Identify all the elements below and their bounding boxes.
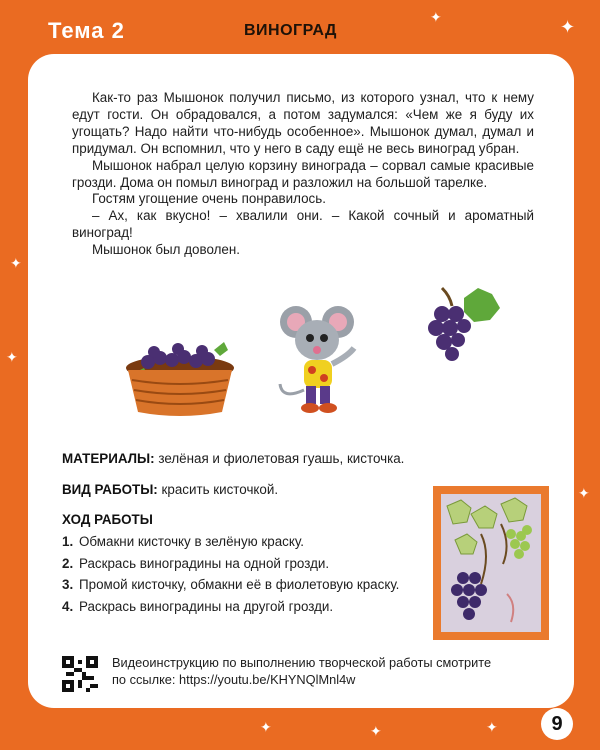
step-number: 4. (62, 598, 74, 614)
video-line: Видеоинструкцию по выполнению творческой работы смотрите (112, 655, 492, 670)
leaf-icon: ✦ (430, 9, 442, 25)
story-paragraph: Гостям угощение очень понравилось. (92, 191, 326, 207)
grape-bunch-illustration (424, 284, 506, 370)
story-paragraph: – Ах, как вкусно! – хвалили они. – Какой сочный и ароматный виноград! (72, 208, 534, 241)
grape-basket-illustration (118, 340, 242, 420)
qr-code-icon[interactable] (62, 656, 98, 692)
topic-label: Тема 2 (48, 18, 125, 43)
work-type-label: ВИД РАБОТЫ: (62, 482, 158, 497)
step-text: Обмакни кисточку в зелёную краску. (79, 534, 304, 549)
leaf-icon: ✦ (6, 349, 18, 365)
steps-list (62, 534, 422, 620)
leaf-icon: ✦ (260, 719, 272, 735)
step-text: Раскрась виноградины на одной грозди. (79, 555, 330, 571)
leaf-icon: ✦ (486, 719, 498, 735)
leaf-icon: ✦ (10, 255, 22, 271)
page-title: ВИНОГРАД (244, 22, 337, 39)
step-item (62, 599, 422, 616)
leaf-icon: ✦ (370, 723, 382, 739)
video-link[interactable]: по ссылке: https://youtu.be/KHYNQlMnl4w (112, 672, 356, 687)
materials-text: зелёная и фиолетовая гуашь, кисточка. (158, 451, 405, 466)
video-instruction (112, 654, 532, 688)
page-number: 9 (541, 708, 573, 740)
artwork-canvas (441, 494, 541, 632)
steps-title: ХОД РАБОТЫ (62, 512, 153, 527)
step-item (62, 577, 422, 594)
step-number: 1. (62, 534, 74, 549)
story-paragraph: Как-то раз Мышонок получил письмо, из которого узнал, что к нему едут гости. Он обрадовался, а потом задумался: «Чем же я буду их угощать? Надо найти что-нибудь особенное». Мышонок думал, думал и придумал. Он вспомнил, что у него в саду ещё не весь виноград убран. (72, 90, 534, 156)
story-paragraph: Мышонок набрал целую корзину винограда – сорвал самые красивые грозди. Дома он помыл виноград и разложил на большой тарелке. (72, 157, 534, 190)
step-item (62, 556, 422, 573)
step-number: 2. (62, 555, 74, 571)
work-type-line (62, 482, 278, 497)
story-paragraph: Мышонок был доволен. (92, 242, 240, 258)
work-type-text: красить кисточкой. (161, 482, 279, 497)
story-text (72, 90, 534, 259)
step-item (62, 534, 422, 551)
mouse-illustration (276, 304, 366, 416)
leaf-icon: ✦ (560, 17, 576, 37)
materials-label: МАТЕРИАЛЫ: (62, 451, 155, 466)
step-text: Раскрась виноградины на другой грозди. (79, 598, 334, 614)
leaf-icon: ✦ (578, 485, 590, 501)
step-number: 3. (62, 577, 74, 592)
step-text: Промой кисточку, обмакни её в фиолетовую краску. (79, 577, 400, 592)
materials-line (62, 451, 404, 466)
sample-artwork-photo (433, 486, 549, 640)
